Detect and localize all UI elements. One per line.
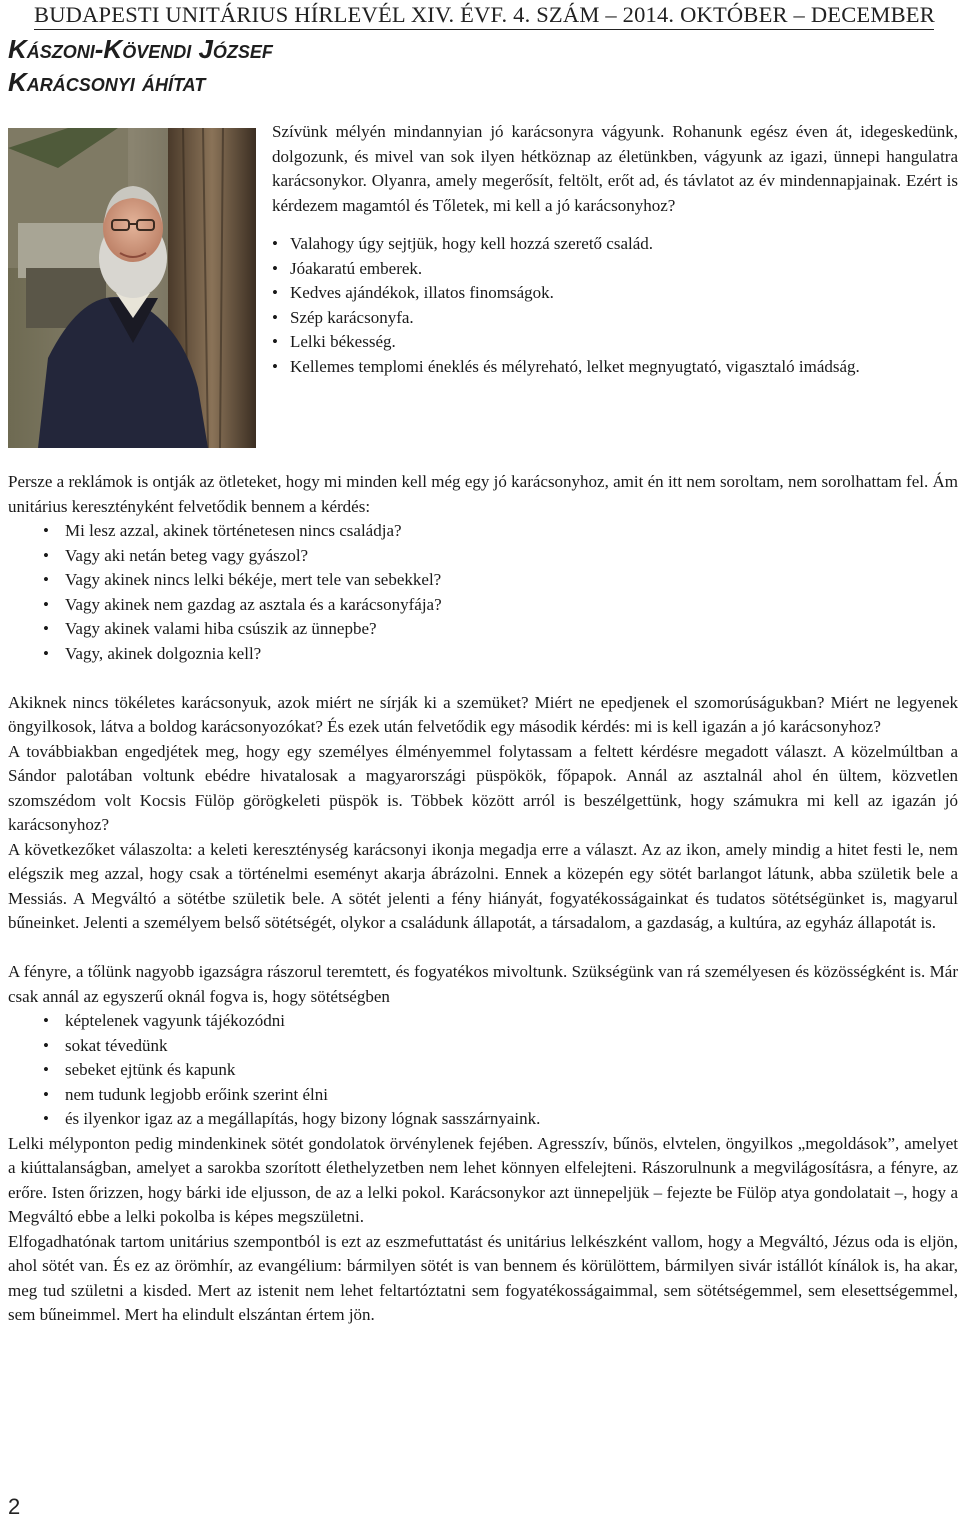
body-paragraph: Persze a reklámok is ontják az ötleteket, hogy mi minden kell még egy jó karácsonyhoz, amit én itt nem soroltam, nem sorolhattam fel. Ám unitárius keresztényként felvetődik bennem a kérdés:	[8, 472, 958, 516]
body-paragraph: Elfogadhatónak tartom unitárius szempontból is ezt az eszmefuttatást és unitárius lelkészként vallom, hogy a Megváltó, Jézus oda is eljön, ahol sötét van. És ez az örömhír, az evangélium: bármilyen sötét is van bennem és körülöttem, bármilyen sivár istállót kínálok is, ha akar, meg tud születni a kisded. Mert az istenit nem lehet feltartóztatni sem fogyatékosságaimmal, sem sötétségemmel, sem elesettségemmel, sem bűneimmel. Mert ha elindult elszántan értem jön.	[8, 1231, 958, 1324]
list-item: • Vagy akinek nincs lelki békéje, mert tele van sebekkel?	[65, 568, 958, 593]
list-item: • Kellemes templomi éneklés és mélyreható, lelket megnyugtató, vigasztaló imádság.	[290, 355, 958, 380]
page-number: 2	[8, 1494, 21, 1519]
list-item: • Mi lesz azzal, akinek történetesen nincs családja?	[65, 519, 958, 544]
body-paragraph: Akiknek nincs tökéletes karácsonyuk, azok miért ne sírják ki a szemüket? Miért ne epedjenek el szomorúságukban? Miért ne legyenek öngyilkosok, látva a boldog karácsonyozókat? És ezek után felvetődik egy második kérdés: mi is kell igazán a jó karácsonyhoz?	[8, 692, 958, 736]
list-item: • Szép karácsonyfa.	[290, 306, 958, 331]
list-item: • Vagy akinek nem gazdag az asztala és a karácsonyfája?	[65, 593, 958, 618]
newsletter-header: BUDAPESTI UNITÁRIUS HÍRLEVÉL XIV. ÉVF. 4. SZÁM – 2014. OKTÓBER – DECEMBER	[34, 2, 934, 30]
body-paragraph: A fényre, a tőlünk nagyobb igazságra rászorul teremtett, és fogyatékos mivoltunk. Szükségünk van rá személyesen és közösségként is. Már csak annál az egyszerű oknál fogva is, hogy sötétségben	[8, 962, 958, 1006]
intro-list	[272, 232, 958, 379]
author-name: Kászoni-Kövendi József	[8, 34, 273, 64]
body-paragraph: Lelki mélyponton pedig mindenkinek sötét gondolatok örvénylenek fejében. Agresszív, bűnös, elvtelen, öngyilkos „megoldások”, amelyet a kiúttalanságban, amelyet a sarokba szorított élethelyzetben nem lehet könnyen elfelejteni. Rászorulnunk a megvilágosításra, a fényre, az erőre. Isten őrizzen, hogy bárki ide eljusson, de az a lelki pokol. Karácsonykor azt ünnepeljük – fejezte be Fülöp atya gondolatait –, hogy a Megváltó ebbe a lelki pokolba is képes megszületni.	[8, 1133, 958, 1226]
article-title: Karácsonyi áhítat	[8, 67, 206, 97]
darkness-list	[8, 1009, 958, 1132]
list-item: • sokat tévedünk	[65, 1034, 958, 1059]
list-item: • képtelenek vagyunk tájékozódni	[65, 1009, 958, 1034]
list-item: • sebeket ejtünk és kapunk	[65, 1058, 958, 1083]
intro-section	[272, 120, 958, 379]
body-paragraph: A továbbiakban engedjétek meg, hogy egy személyes élményemmel folytassam a feltett kérdésre megadott választ. A közelmúltban a Sándor palotában voltunk ebédre hivatalosak a magyarországi püspökök, főpapok. Annál az asztalnál ahol én ültem, közvetlen szomszédom volt Kocsis Fülöp görögkeleti püspök is. Többek között arról is beszélgettünk, hogy számukra mi kell az igazán jó karácsonyhoz?	[8, 741, 958, 834]
list-item: • Lelki békesség.	[290, 330, 958, 355]
list-item: • Vagy, akinek dolgoznia kell?	[65, 642, 958, 667]
question-list	[8, 519, 958, 666]
list-item: • Vagy akinek valami hiba csúszik az ünnepbe?	[65, 617, 958, 642]
intro-paragraph: Szívünk mélyén mindannyian jó karácsonyra vágyunk. Rohanunk egész éven át, idegeskedünk, dolgozunk, és mivel van sok ilyen hétköznap az életünkben, vágyunk az igazi, ünnepi hangulatra karácsonykor. Olyanra, amely megerősít, feltölt, erőt ad, és távlatot az év mindennapjainak. Ezért is kérdezem magamtól és Tőletek, mi kell a jó karácsonyhoz?	[272, 122, 958, 215]
article-body	[8, 470, 958, 1328]
body-paragraph: A következőket válaszolta: a keleti kereszténység karácsonyi ikonja megadja erre a választ. Az az ikon, amely mindig a hitet festi le, nem elégszik meg azzal, hogy csak a történelmi eseményt akarja ábrázolni. Ennek a közepén egy sötét barlangot látunk, abba születik bele a Messiás. A Megváltó a sötétbe születik bele. A sötét jelenti a fény hiányát, fogyatékosságainkat és tudatos sötétségünket is, magyarul bűneinket. Jelenti a személyem belső sötétségét, olykor a családunk állapotát, a társadalom, a gazdaság, a kultúra, az egyház állapotát is.	[8, 839, 958, 932]
author-photo	[8, 128, 256, 448]
list-item: • Valahogy úgy sejtjük, hogy kell hozzá szerető család.	[290, 232, 958, 257]
list-item: • és ilyenkor igaz az a megállapítás, hogy bizony lógnak sasszárnyaink.	[65, 1107, 958, 1132]
list-item: • Vagy aki netán beteg vagy gyászol?	[65, 544, 958, 569]
list-item: • nem tudunk legjobb erőink szerint élni	[65, 1083, 958, 1108]
list-item: • Kedves ajándékok, illatos finomságok.	[290, 281, 958, 306]
list-item: • Jóakaratú emberek.	[290, 257, 958, 282]
